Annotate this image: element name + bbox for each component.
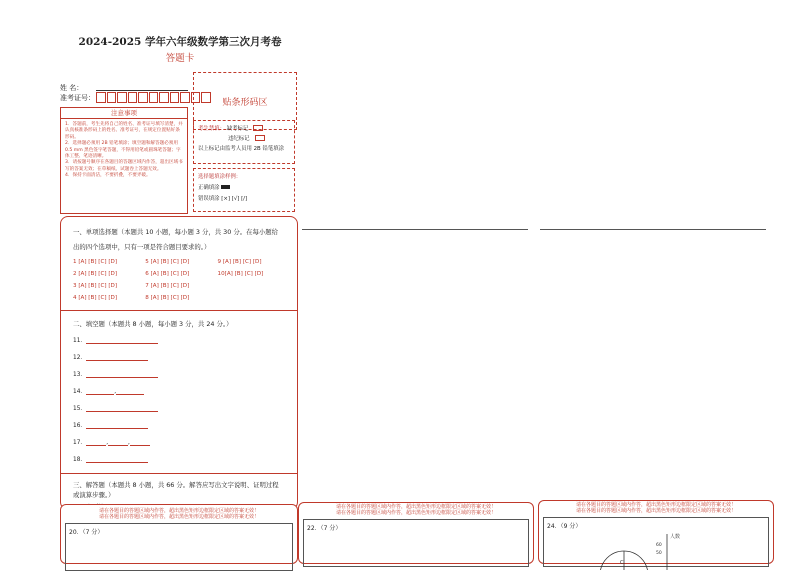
choice-row[interactable]: 2 [A] [B] [C] [D] <box>73 271 118 277</box>
blank-number: 17． <box>73 440 87 446</box>
answer-blank[interactable] <box>86 377 158 378</box>
cheat-label: 违纪标记 <box>228 136 250 142</box>
question-22-panel <box>298 502 534 564</box>
warning-text: 请在各题目的答题区域内作答，超出黑色矩形边框限定区域的答案无效！ <box>575 508 736 514</box>
choice-row[interactable]: 5 [A] [B] [C] [D] <box>145 259 190 265</box>
answer-blank[interactable] <box>116 394 144 395</box>
question-22-label: 22．（7 分） <box>307 525 342 532</box>
choice-row[interactable]: 3 [A] [B] [C] [D] <box>73 283 118 289</box>
filling-sample-box <box>193 168 295 212</box>
cheat-checkbox[interactable] <box>255 135 265 141</box>
choice-row[interactable]: 10[A] [B] [C] [D] <box>217 271 264 277</box>
status-note: 以上标记由监考人员用 2B 铅笔填涂 <box>198 146 285 152</box>
part1-title-cont: 出的四个选项中，只有一项是符合题目要求的。） <box>73 243 211 251</box>
answer-blank[interactable] <box>86 428 148 429</box>
blank-number: 11． <box>73 338 87 344</box>
axis-tick: 50 <box>656 551 662 556</box>
column-top-line <box>540 229 766 230</box>
name-field[interactable] <box>96 82 188 91</box>
warning-text: 请在各题目的答题区域内作答，超出黑色矩形边框限定区域的答案无效！ <box>98 508 259 514</box>
absent-checkbox[interactable] <box>253 125 263 131</box>
choice-row[interactable]: 1 [A] [B] [C] [D] <box>73 259 118 265</box>
answer-blank[interactable] <box>86 445 106 446</box>
name-label: 姓 名： <box>60 84 84 92</box>
exam-title: 2024-2025 学年六年级数学第三次月考卷 <box>78 36 282 48</box>
choice-row[interactable]: 8 [A] [B] [C] [D] <box>145 295 190 301</box>
answer-sheet-subtitle: 答题卡 <box>165 53 195 64</box>
question-24-label: 24．（9 分） <box>547 523 582 530</box>
part1-title: 一、单项选择题（本题共 10 小题，每小题 3 分，共 30 分。在每小题给 <box>73 228 279 236</box>
answer-blank[interactable] <box>86 411 158 412</box>
choice-row[interactable]: 9 [A] [B] [C] [D] <box>217 259 262 265</box>
blank-number: 18． <box>73 457 87 463</box>
status-box <box>193 120 295 164</box>
question-24-panel <box>538 500 774 564</box>
part2-title: 二、填空题（本题共 8 小题，每小题 3 分，共 24 分。） <box>73 320 233 328</box>
blank-number: 14． <box>73 389 87 395</box>
wrong-fill-label: 错误填涂 [×] [√] [/] <box>198 196 248 202</box>
question-24-figure <box>594 530 744 570</box>
filling-label: 选择题填涂样例： <box>198 174 242 180</box>
axis-tick: 60 <box>656 543 662 548</box>
choice-row[interactable]: 7 [A] [B] [C] [D] <box>145 283 190 289</box>
warning-text: 请在各题目的答题区域内作答，超出黑色矩形边框限定区域的答案无效！ <box>575 502 736 508</box>
choice-row[interactable]: 4 [A] [B] [C] [D] <box>73 295 118 301</box>
barcode-label: 贴条形码区 <box>222 97 268 108</box>
answer-blank[interactable] <box>86 343 158 344</box>
correct-fill-label: 正确填涂 <box>198 185 220 191</box>
notice-item: 4．保持卡面清洁，不要折叠，不要弄破。 <box>65 173 151 179</box>
column-top-line <box>302 229 528 230</box>
part3-title-cont: 或演算步骤。） <box>73 491 115 499</box>
question-20-panel <box>60 504 298 564</box>
absent-label: 缺考标记 <box>226 126 249 132</box>
warning-text: 请在各题目的答题区域内作答，超出黑色矩形边框限定区域的答案无效！ <box>335 504 496 510</box>
notice-item: 3．请按题号顺序在各题目的答题区域内作答，超出区域书写的答案无效；在草稿纸、试题卷上答题无效。 <box>65 160 183 172</box>
answer-blank[interactable] <box>130 445 150 446</box>
blank-number: 15． <box>73 406 87 412</box>
blank-number: 16． <box>73 423 87 429</box>
notice-box <box>60 107 188 214</box>
blank-number: 13． <box>73 372 87 378</box>
answer-blank[interactable] <box>86 360 148 361</box>
part3-title: 三、解答题（本题共 8 小题，共 66 分。解答应写出文字说明、证明过程 <box>73 481 279 489</box>
status-label: 考生禁填： <box>198 126 225 132</box>
correct-fill-mark <box>221 185 230 189</box>
id-label: 准考证号： <box>60 94 95 102</box>
notice-item: 2．选择题必须用 2B 铅笔填涂；填空题和解答题必须用 0.5 mm 黑色签字笔答题，不得用铅笔或圆珠笔答题；字体工整、笔迹清晰。 <box>65 141 181 160</box>
notice-title: 注意事项 <box>61 108 187 119</box>
answer-blank[interactable] <box>108 445 128 446</box>
axis-label: 人数 <box>670 534 681 540</box>
answer-blank[interactable] <box>86 462 148 463</box>
warning-text: 请在各题目的答题区域内作答，超出黑色矩形边框限定区域的答案无效！ <box>98 514 259 520</box>
answer-blank[interactable] <box>86 394 114 395</box>
pie-label-c: C <box>620 560 624 566</box>
blank-number: 12． <box>73 355 87 361</box>
notice-item: 1．答题前，考生先将自己的姓名、准考证号填写清楚，并认真核准条形码上的姓名、准考证号，在规定位置贴好条形码。 <box>65 122 183 140</box>
choice-row[interactable]: 6 [A] [B] [C] [D] <box>145 271 190 277</box>
warning-text: 请在各题目的答题区域内作答，超出黑色矩形边框限定区域的答案无效！ <box>335 510 496 516</box>
question-20-label: 20．（7 分） <box>69 529 104 536</box>
answer-section-left: 一、单项选择题（本题共 10 小题，每小题 3 分，共 30 分。在每小题给 出的四个选项中，只有一项是符合题目要求的。） 1 [A] [B] [C] [D] 2 [A] [B] [C] [D] 3 [A] [B] [C] [D] 4 [A] [B] [C] [D] 5 [A] [B] [C] [D] 6 [A] [B] [C] [D] 7 [A] [B] [C] [D] 8 [A] [B] [C] [D] 9 [A] [B] [C] [D] 10[A] [B] [C] [D] 二、填空题（本题共 8 小题，每小题 3 分，共 24 分。） 11． 12． 13． 14． , 15． 16． 17． , , 18． 三、解答题（本题共 8 小题，共 66 分。解答应写出文字说明、证明过程 或演算步骤。） <box>60 216 298 510</box>
